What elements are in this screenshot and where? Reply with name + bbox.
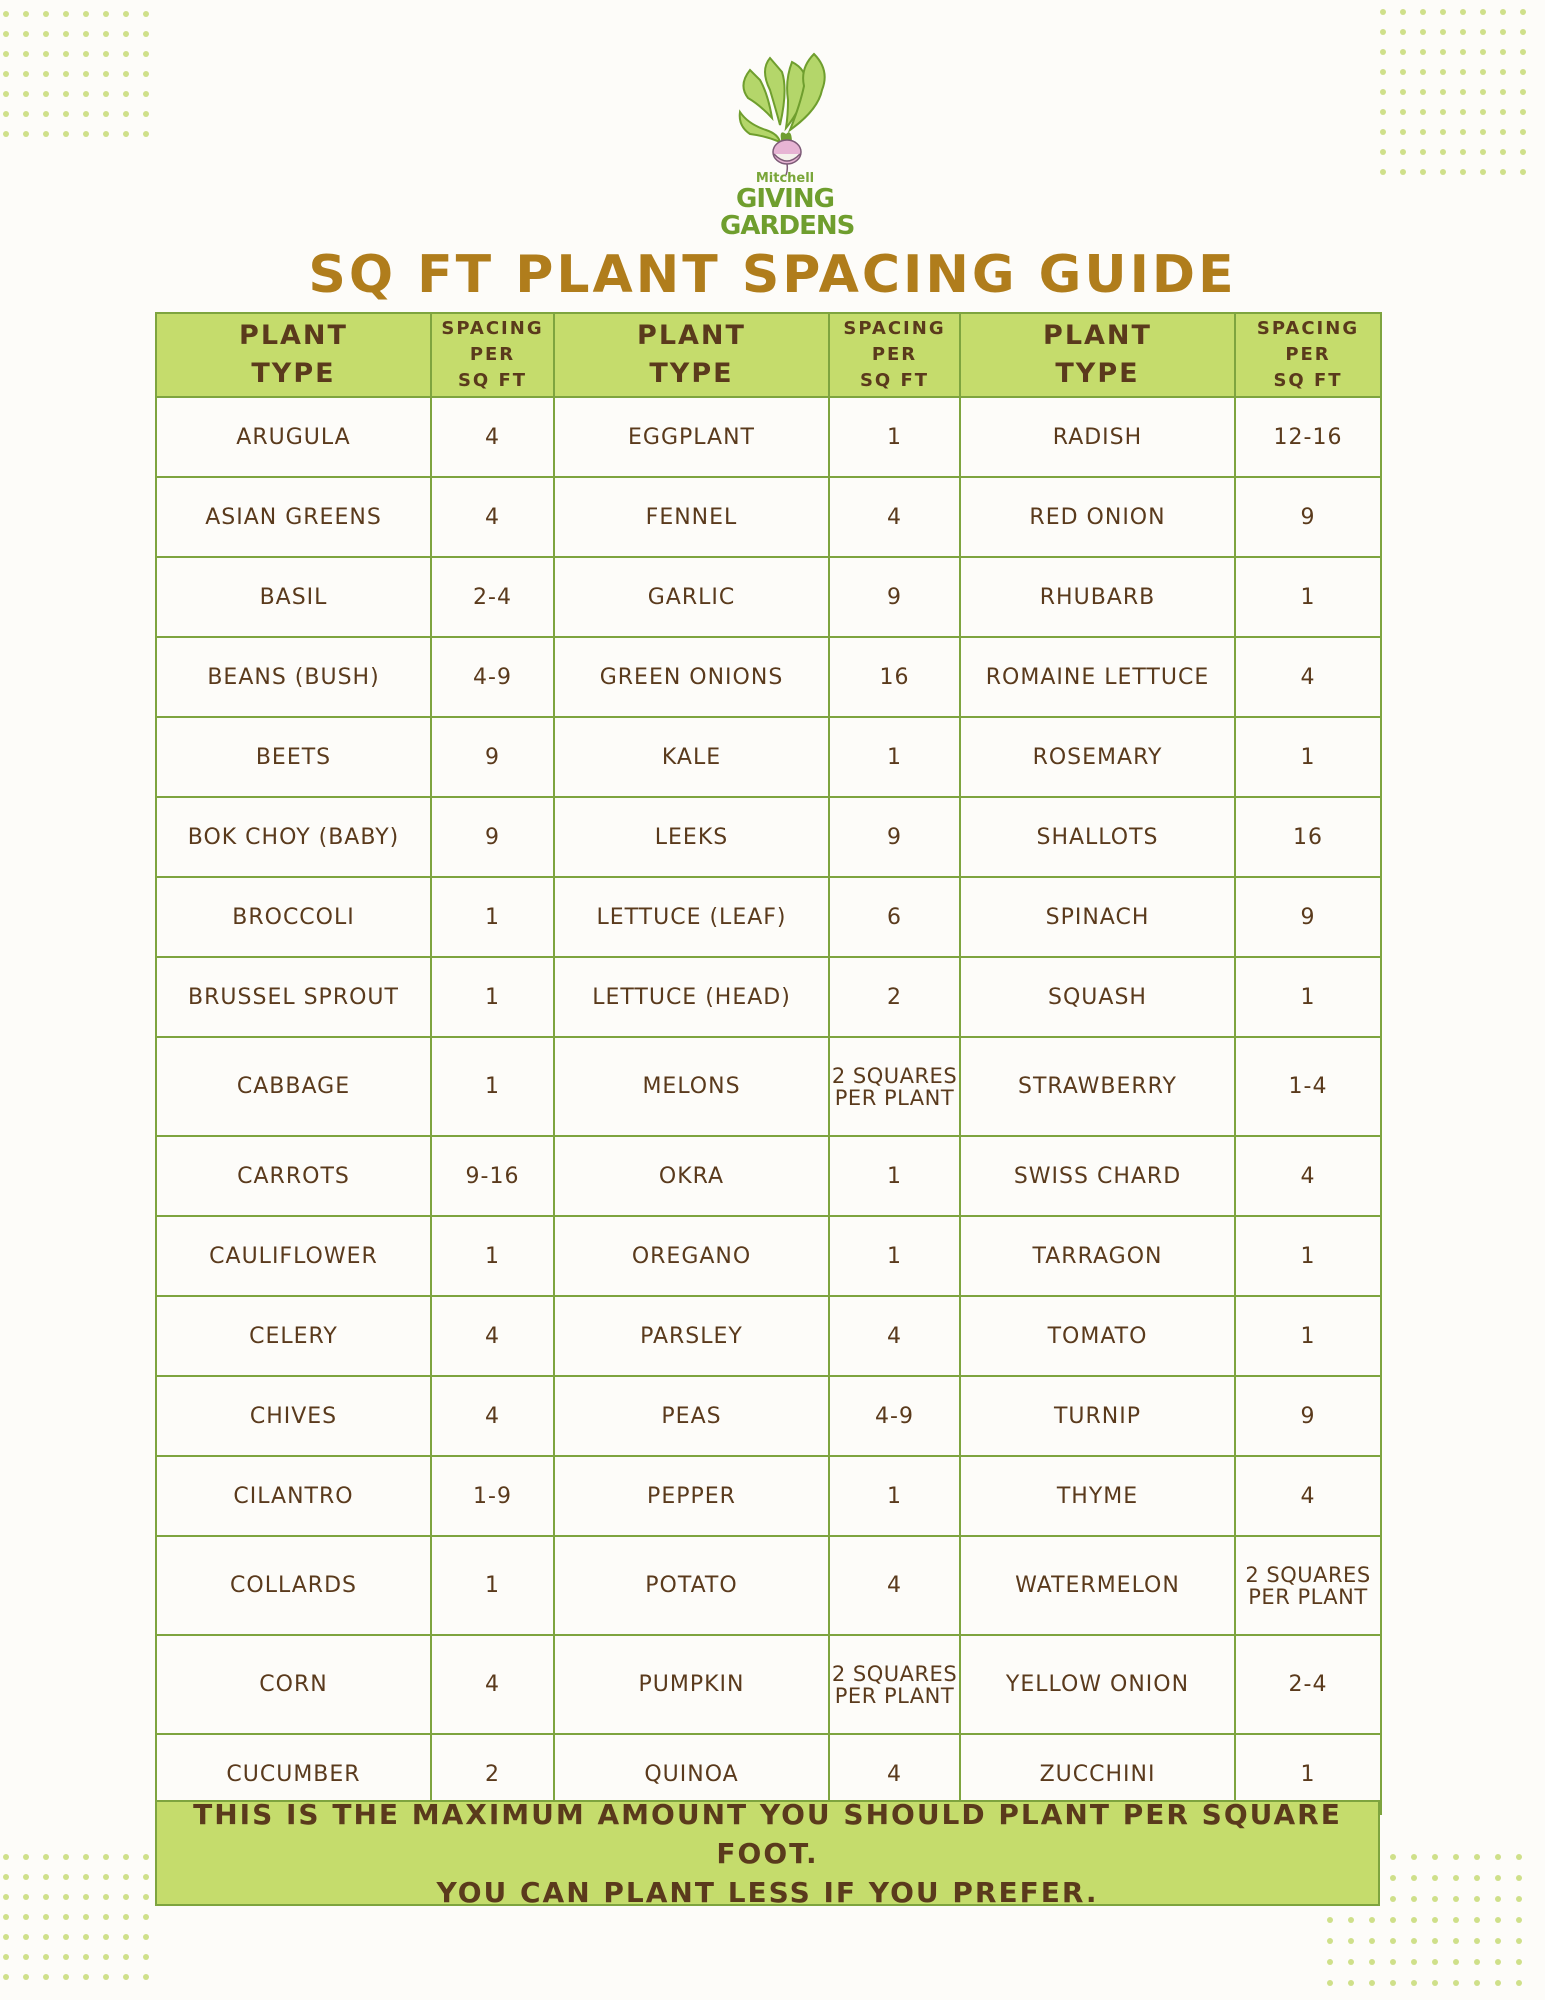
spacing-cell: 2 SQUARES PER PLANT [1235, 1536, 1381, 1635]
spacing-cell: 4 [829, 1734, 960, 1814]
plant-type-cell: BOK CHOY (BABY) [156, 797, 431, 877]
spacing-cell: 6 [829, 877, 960, 957]
spacing-cell: 4 [431, 1296, 554, 1376]
plant-type-cell: RHUBARB [960, 557, 1235, 637]
spacing-table [155, 312, 1382, 1815]
spacing-cell: 1 [1235, 957, 1381, 1037]
table-header-row [156, 313, 1381, 397]
plant-type-cell: CORN [156, 1635, 431, 1734]
header-spacing-line1: SPACING [1256, 318, 1360, 339]
header-spacing-line2: PER [469, 344, 516, 365]
plant-type-cell: SQUASH [960, 957, 1235, 1037]
footer-note-line2: YOU CAN PLANT LESS IF YOU PREFER. [436, 1875, 1099, 1909]
plant-type-cell: GREEN ONIONS [554, 637, 829, 717]
header-spacing-line3: SQ FT [457, 370, 528, 391]
spacing-cell: 4 [431, 1635, 554, 1734]
plant-type-cell: OREGANO [554, 1216, 829, 1296]
spacing-cell: 2 [829, 957, 960, 1037]
spacing-cell: 1 [1235, 1216, 1381, 1296]
spacing-cell: 1 [1235, 1734, 1381, 1814]
plant-type-cell: RADISH [960, 397, 1235, 477]
spacing-cell: 1 [829, 717, 960, 797]
spacing-cell: 9 [829, 557, 960, 637]
spacing-cell: 16 [1235, 797, 1381, 877]
plant-type-cell: COLLARDS [156, 1536, 431, 1635]
spacing-cell: 4-9 [431, 637, 554, 717]
plant-type-cell: WATERMELON [960, 1536, 1235, 1635]
spacing-cell: 4 [431, 477, 554, 557]
table-row [156, 1536, 1381, 1635]
header-plant-type-line2: TYPE [649, 358, 734, 389]
table-row [156, 397, 1381, 477]
header-plant-type-line1: PLANT [239, 320, 348, 351]
brand-name-small: Mitchell [755, 171, 815, 186]
spacing-cell: 16 [829, 637, 960, 717]
spacing-cell: 2-4 [431, 557, 554, 637]
dot-grid-top-right [1370, 0, 1545, 180]
plant-type-cell: CHIVES [156, 1376, 431, 1456]
spacing-cell: 9-16 [431, 1136, 554, 1216]
plant-type-cell: PEPPER [554, 1456, 829, 1536]
spacing-cell: 1-9 [431, 1456, 554, 1536]
plant-type-cell: FENNEL [554, 477, 829, 557]
table-row [156, 637, 1381, 717]
plant-type-cell: TARRAGON [960, 1216, 1235, 1296]
table-row [156, 717, 1381, 797]
header-spacing [829, 313, 960, 397]
plant-type-cell: ZUCCHINI [960, 1734, 1235, 1814]
turnip-icon [730, 50, 840, 175]
header-spacing-line1: SPACING [441, 318, 544, 339]
header-spacing-line3: SQ FT [859, 370, 930, 391]
plant-type-cell: SHALLOTS [960, 797, 1235, 877]
plant-type-cell: YELLOW ONION [960, 1635, 1235, 1734]
plant-type-cell: CUCUMBER [156, 1734, 431, 1814]
header-spacing-line2: PER [871, 344, 918, 365]
spacing-cell: 1 [829, 397, 960, 477]
header-plant-type-line2: TYPE [251, 358, 336, 389]
table-row [156, 797, 1381, 877]
spacing-cell: 9 [431, 717, 554, 797]
brand-name-line1: GIVING [736, 184, 834, 214]
spacing-cell: 4 [829, 1536, 960, 1635]
plant-type-cell: ROMAINE LETTUCE [960, 637, 1235, 717]
table-row [156, 1216, 1381, 1296]
spacing-cell: 9 [829, 797, 960, 877]
plant-type-cell: CABBAGE [156, 1037, 431, 1136]
spacing-cell: 2 [431, 1734, 554, 1814]
header-spacing [1235, 313, 1381, 397]
spacing-cell: 4 [829, 477, 960, 557]
spacing-cell: 1 [431, 957, 554, 1037]
spacing-cell: 2-4 [1235, 1635, 1381, 1734]
table-row [156, 877, 1381, 957]
header-plant-type [960, 313, 1235, 397]
header-spacing [431, 313, 554, 397]
plant-type-cell: BROCCOLI [156, 877, 431, 957]
header-plant-type-line1: PLANT [1043, 320, 1152, 351]
table-row [156, 1456, 1381, 1536]
table-row [156, 957, 1381, 1037]
table-row [156, 1296, 1381, 1376]
plant-type-cell: ASIAN GREENS [156, 477, 431, 557]
spacing-cell: 4 [431, 1376, 554, 1456]
spacing-cell: 1 [829, 1136, 960, 1216]
plant-type-cell: EGGPLANT [554, 397, 829, 477]
plant-type-cell: LETTUCE (HEAD) [554, 957, 829, 1037]
plant-type-cell: PUMPKIN [554, 1635, 829, 1734]
header-plant-type [554, 313, 829, 397]
plant-type-cell: RED ONION [960, 477, 1235, 557]
plant-type-cell: BASIL [156, 557, 431, 637]
plant-type-cell: PEAS [554, 1376, 829, 1456]
plant-type-cell: PARSLEY [554, 1296, 829, 1376]
plant-type-cell: CARROTS [156, 1136, 431, 1216]
table-row [156, 1136, 1381, 1216]
plant-type-cell: BRUSSEL SPROUT [156, 957, 431, 1037]
plant-type-cell: TOMATO [960, 1296, 1235, 1376]
header-spacing-line1: SPACING [843, 318, 946, 339]
header-plant-type-line2: TYPE [1055, 358, 1140, 389]
plant-type-cell: ROSEMARY [960, 717, 1235, 797]
dot-grid-top-left [0, 0, 170, 150]
plant-type-cell: KALE [554, 717, 829, 797]
brand-name-line2: GARDENS [720, 211, 855, 241]
spacing-cell: 4-9 [829, 1376, 960, 1456]
spacing-cell: 1 [431, 1037, 554, 1136]
plant-type-cell: BEETS [156, 717, 431, 797]
spacing-cell: 9 [1235, 477, 1381, 557]
footer-note [155, 1797, 1380, 1909]
plant-type-cell: ARUGULA [156, 397, 431, 477]
spacing-cell: 12-16 [1235, 397, 1381, 477]
plant-type-cell: OKRA [554, 1136, 829, 1216]
plant-type-cell: GARLIC [554, 557, 829, 637]
table-row [156, 1037, 1381, 1136]
spacing-cell: 9 [1235, 1376, 1381, 1456]
table-row [156, 477, 1381, 557]
spacing-cell: 1 [829, 1456, 960, 1536]
header-spacing-line3: SQ FT [1273, 370, 1343, 391]
spacing-cell: 1 [1235, 1296, 1381, 1376]
plant-type-cell: SPINACH [960, 877, 1235, 957]
spacing-cell: 9 [1235, 877, 1381, 957]
spacing-cell: 1 [1235, 717, 1381, 797]
table-row [156, 1635, 1381, 1734]
spacing-cell: 2 SQUARES PER PLANT [829, 1635, 960, 1734]
plant-type-cell: STRAWBERRY [960, 1037, 1235, 1136]
dot-grid-bottom-left [0, 1845, 175, 2000]
header-plant-type-line1: PLANT [637, 320, 746, 351]
spacing-cell: 1 [1235, 557, 1381, 637]
table-row [156, 557, 1381, 637]
spacing-cell: 1 [431, 1216, 554, 1296]
plant-type-cell: LETTUCE (LEAF) [554, 877, 829, 957]
plant-type-cell: POTATO [554, 1536, 829, 1635]
plant-type-cell: THYME [960, 1456, 1235, 1536]
spacing-cell: 4 [431, 397, 554, 477]
spacing-cell: 2 SQUARES PER PLANT [829, 1037, 960, 1136]
footer-note-line1: THIS IS THE MAXIMUM AMOUNT YOU SHOULD PLANT PER SQUARE FOOT. [193, 1797, 1342, 1870]
header-spacing-line2: PER [1285, 344, 1331, 365]
plant-type-cell: CILANTRO [156, 1456, 431, 1536]
plant-type-cell: LEEKS [554, 797, 829, 877]
spacing-cell: 4 [829, 1296, 960, 1376]
header-plant-type [156, 313, 431, 397]
spacing-cell: 9 [431, 797, 554, 877]
plant-type-cell: MELONS [554, 1037, 829, 1136]
plant-type-cell: CELERY [156, 1296, 431, 1376]
plant-type-cell: CAULIFLOWER [156, 1216, 431, 1296]
spacing-cell: 4 [1235, 637, 1381, 717]
spacing-cell: 4 [1235, 1456, 1381, 1536]
plant-type-cell: QUINOA [554, 1734, 829, 1814]
table-row [156, 1376, 1381, 1456]
plant-type-cell: SWISS CHARD [960, 1136, 1235, 1216]
page-title: SQ FT PLANT SPACING GUIDE [308, 245, 1237, 305]
spacing-cell: 1-4 [1235, 1037, 1381, 1136]
brand-logo [720, 50, 855, 245]
plant-type-cell: TURNIP [960, 1376, 1235, 1456]
spacing-cell: 1 [829, 1216, 960, 1296]
table-body [156, 397, 1381, 1814]
spacing-cell: 4 [1235, 1136, 1381, 1216]
plant-type-cell: BEANS (BUSH) [156, 637, 431, 717]
spacing-cell: 1 [431, 877, 554, 957]
spacing-cell: 1 [431, 1536, 554, 1635]
